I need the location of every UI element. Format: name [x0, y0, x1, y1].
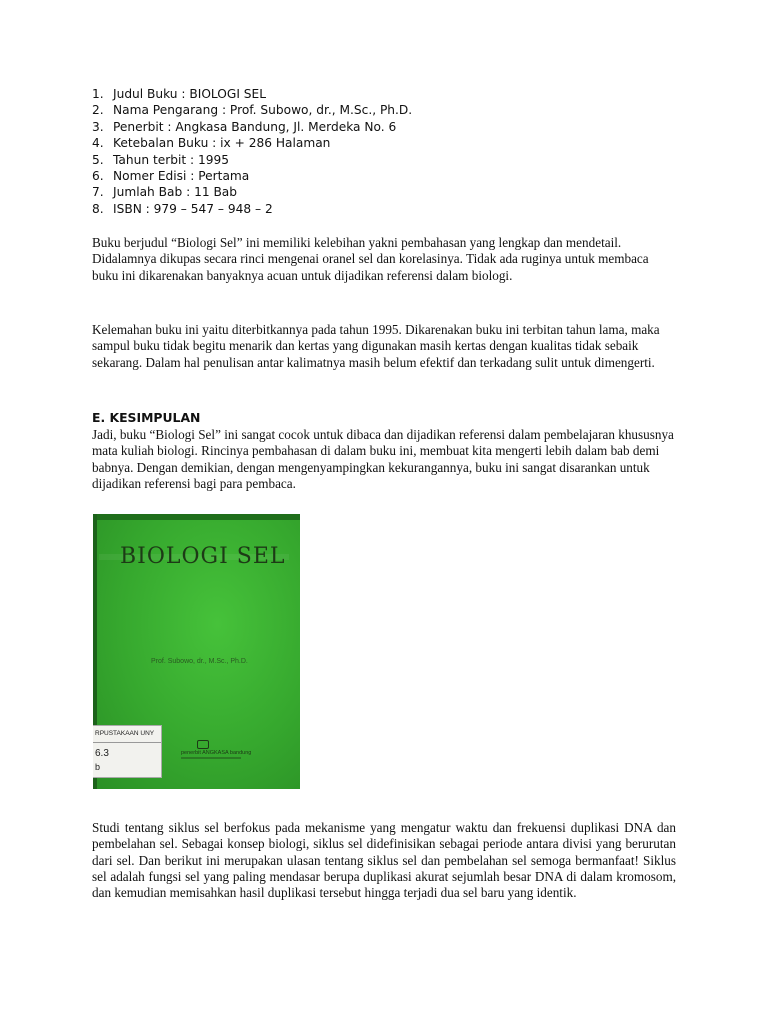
library-name: RPUSTAKAAN UNY [95, 730, 155, 737]
cover-edge [93, 514, 300, 520]
chapter-count-item: Jumlah Bab : 11 Bab [113, 185, 238, 200]
author-item: Nama Pengarang : Prof. Subowo, dr., M.Sc., Ph.D. [113, 103, 413, 118]
list-item: 4. Ketebalan Buku : ix + 286 Halaman [92, 136, 331, 151]
year-item: Tahun terbit : 1995 [113, 152, 229, 167]
conclusion-paragraph: Jadi, buku “Biologi Sel” ini sangat cocok untuk dibaca dan dijadikan referensi dalam pembelajaran khususnya mata kuliah biologi. Rincinya pembahasan di dalam buku ini, membuat kita mengerti lebih dalam bab demi babnya. Dengan demikian, dengan mengenyampingkan kekurangannya, buku ini sangat disarankan untuk dijadikan referensi bagi para pembaca. [92, 427, 674, 491]
list-item: 5. Tahun terbit : 1995 [92, 152, 229, 167]
publisher-name: penerbit ANGKASA bandung [181, 750, 252, 756]
list-item: 6. Nomer Edisi : Pertama [92, 169, 250, 184]
strengths-paragraph: Buku berjudul “Biologi Sel” ini memiliki kelebihan yakni pembahasan yang lengkap dan mendetail. Didalamnya dikupas secara rinci mengenai oranel sel dan korelasinya. Tidak ada ruginya untuk membaca buku ini dikarenakan banyaknya acuan untuk dijadikan referensi dalam biologi. [92, 235, 649, 283]
cell-cycle-paragraph: Studi tentang siklus sel berfokus pada mekanisme yang mengatur waktu dan frekuensi duplikasi DNA dan pembelahan sel. Sebagai konsep biologi, siklus sel didefinisikan sebagai periode antara divisi yang berurutan dari sel. Dan berikut ini merupakan ulasan tentang siklus sel dan pembelahan sel semoga bermanfaat! Siklus sel adalah fungsi sel yang paling mendasar berupa duplikasi akurat sejumlah besar DNA di dalam kromosom, dan kemudian memisahkan hasil duplikasi tersebut hingga terjadi dua sel baru yang identik. [92, 820, 676, 901]
publisher-logo-icon [197, 740, 209, 749]
isbn-item: ISBN : 979 – 547 – 948 – 2 [113, 201, 273, 216]
conclusion-heading: E. KESIMPULAN [92, 410, 201, 425]
weaknesses-paragraph: Kelemahan buku ini yaitu diterbitkannya pada tahun 1995. Dikarenakan buku ini terbitan tahun lama, maka sampul buku tidak begitu menarik dan kertas yang digunakan masih kertas dengan kualitas tidak sebaik sekarang. Dalam hal penulisan antar kalimatnya masih belum efektif dan terkadang sulit untuk dimengerti. [92, 322, 660, 370]
cover-author: Prof. Subowo, dr., M.Sc., Ph.D. [151, 658, 248, 665]
book-title-item: Judul Buku : BIOLOGI SEL [113, 87, 267, 101]
publisher-mark [175, 740, 265, 760]
list-item: 2. Nama Pengarang : Prof. Subowo, dr., M.Sc., Ph.D. [92, 103, 413, 118]
book-info-list [92, 86, 692, 217]
cover-title: BIOLOGI SEL [120, 544, 286, 569]
call-number: 6.3 [95, 748, 109, 759]
call-number-suffix: b [95, 762, 101, 772]
list-item: 7. Jumlah Bab : 11 Bab [92, 185, 238, 200]
publisher-item: Penerbit : Angkasa Bandung, Jl. Merdeka No. 6 [113, 119, 397, 134]
list-item: 8. ISBN : 979 – 547 – 948 – 2 [92, 201, 273, 216]
edition-item: Nomer Edisi : Pertama [113, 169, 250, 184]
list-item: 1. Judul Buku : BIOLOGI SEL [92, 87, 267, 101]
book-cover-photo [93, 514, 300, 789]
list-item: 3. Penerbit : Angkasa Bandung, Jl. Merdeka No. 6 [92, 119, 397, 134]
page-count-item: Ketebalan Buku : ix + 286 Halaman [113, 136, 331, 151]
library-sticker [93, 725, 162, 778]
